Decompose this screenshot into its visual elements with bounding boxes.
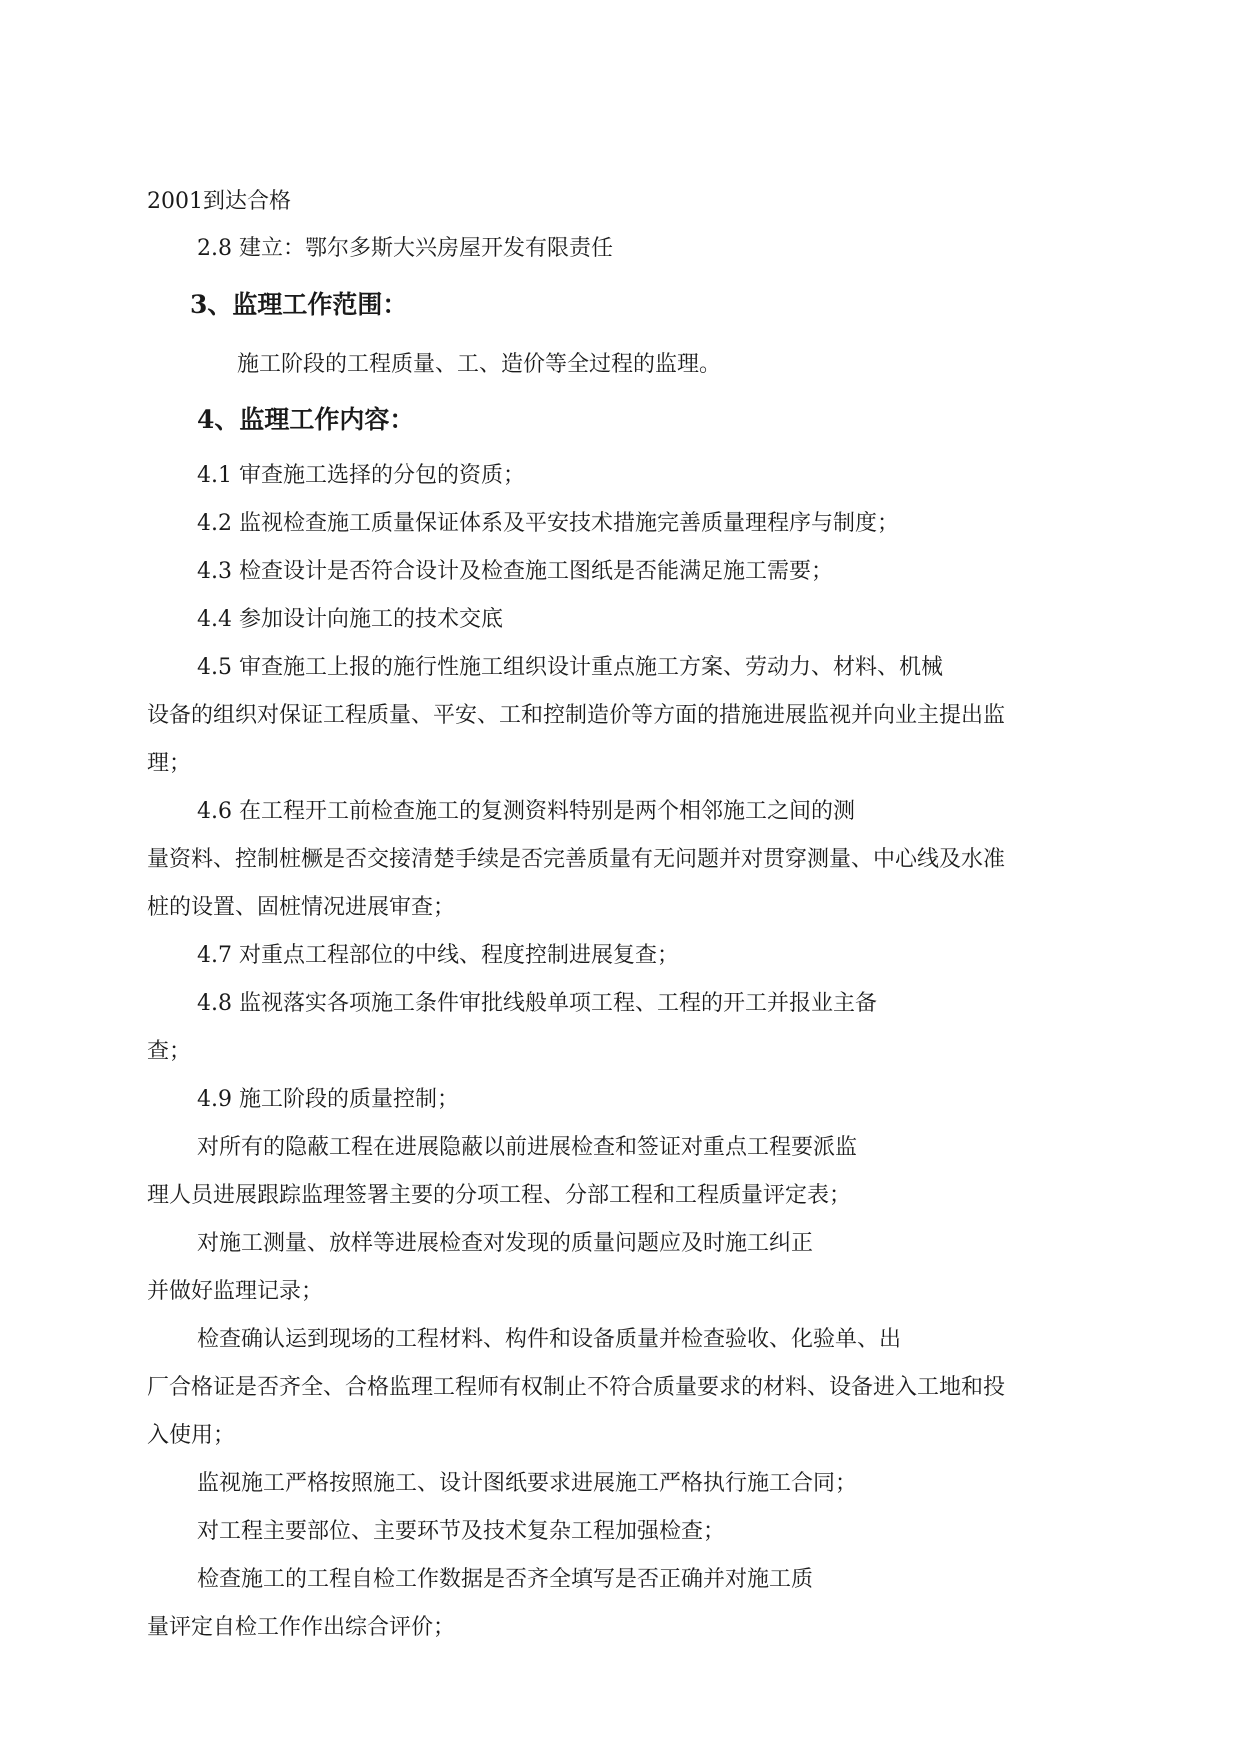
text-line: 2.8 建立：鄂尔多斯大兴房屋开发有限责任 bbox=[197, 236, 613, 261]
text-line: 监视施工严格按照施工、设计图纸要求进展施工严格执行施工合同； bbox=[197, 1471, 858, 1496]
text-line: 4.7 对重点工程部位的中线、程度控制进展复查； bbox=[197, 943, 679, 968]
text-line: 4.9 施工阶段的质量控制； bbox=[197, 1087, 459, 1112]
text-line: 入使用； bbox=[147, 1423, 236, 1448]
text-line: 厂合格证是否齐全、合格监理工程师有权制止不符合质量要求的材料、设备进入工地和投 bbox=[147, 1375, 1006, 1400]
section-heading-scope: 3、监理工作范围： bbox=[190, 290, 408, 319]
text-line: 桩的设置、固桩情况进展审查； bbox=[147, 895, 456, 920]
text-line: 4.1 审查施工选择的分包的资质； bbox=[197, 463, 525, 488]
text-line: 设备的组织对保证工程质量、平安、工和控制造价等方面的措施进展监视并向业主提出监 bbox=[147, 703, 1006, 728]
text-line: 对施工测量、放样等进展检查对发现的质量问题应及时施工纠正 bbox=[197, 1231, 814, 1256]
text-line: 查； bbox=[147, 1039, 192, 1064]
text-line: 4.2 监视检查施工质量保证体系及平安技术措施完善质量理程序与制度； bbox=[197, 511, 899, 536]
text-line: 4.5 审查施工上报的施行性施工组织设计重点施工方案、劳动力、材料、机械 bbox=[197, 655, 943, 680]
text-line: 4.3 检查设计是否符合设计及检查施工图纸是否能满足施工需要； bbox=[197, 559, 833, 584]
text-line: 2001到达合格 bbox=[147, 189, 291, 214]
text-line: 检查确认运到现场的工程材料、构件和设备质量并检查验收、化验单、出 bbox=[197, 1327, 902, 1352]
text-line: 对所有的隐蔽工程在进展隐蔽以前进展检查和签证对重点工程要派监 bbox=[197, 1135, 858, 1160]
text-line: 4.6 在工程开工前检查施工的复测资料特别是两个相邻施工之间的测 bbox=[197, 799, 855, 824]
text-line: 量评定自检工作作出综合评价； bbox=[147, 1615, 456, 1640]
text-line: 理人员进展跟踪监理签署主要的分项工程、分部工程和工程质量评定表； bbox=[147, 1183, 852, 1208]
section-heading-content: 4、监理工作内容： bbox=[197, 405, 415, 434]
text-line: 4.4 参加设计向施工的技术交底 bbox=[197, 607, 503, 632]
text-line: 理； bbox=[147, 751, 192, 776]
text-line: 并做好监理记录； bbox=[147, 1279, 324, 1304]
text-line: 4.8 监视落实各项施工条件审批线般单项工程、工程的开工并报业主备 bbox=[197, 991, 877, 1016]
text-line: 量资料、控制桩橛是否交接清楚手续是否完善质量有无问题并对贯穿测量、中心线及水准 bbox=[147, 847, 1006, 872]
text-line: 检查施工的工程自检工作数据是否齐全填写是否正确并对施工质 bbox=[197, 1567, 814, 1592]
text-line: 施工阶段的工程质量、工、造价等全过程的监理。 bbox=[237, 352, 722, 377]
text-line: 对工程主要部位、主要环节及技术复杂工程加强检查； bbox=[197, 1519, 726, 1544]
